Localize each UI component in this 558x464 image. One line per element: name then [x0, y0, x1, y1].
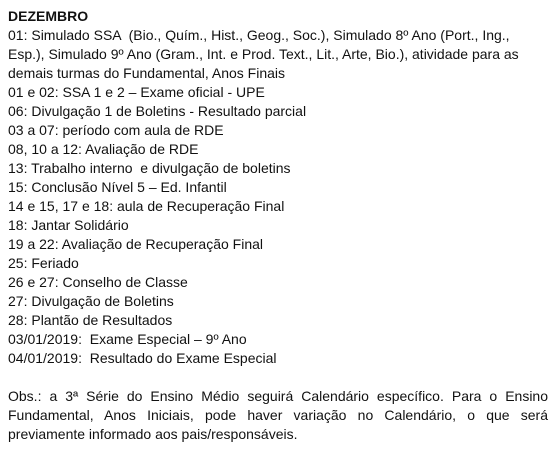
- schedule-line: 26 e 27: Conselho de Classe: [8, 274, 188, 290]
- schedule-line: Esp.), Simulado 9º Ano (Gram., Int. e Prod. Text., Lit., Arte, Bio.), atividade para as: [8, 46, 519, 62]
- observation-line: Obs.: a 3ª Série do Ensino Médio seguirá Calendário específico. Para o Ensino: [8, 388, 548, 404]
- schedule-line: demais turmas do Fundamental, Anos Finais: [8, 65, 286, 81]
- schedule-list: [8, 26, 548, 368]
- observation-line: Fundamental, Anos Iniciais, pode haver variação no Calendário, o que será: [8, 407, 548, 423]
- schedule-line: 08, 10 a 12: Avaliação de RDE: [8, 141, 199, 157]
- schedule-line: 03/01/2019: Exame Especial – 9º Ano: [8, 331, 247, 347]
- month-heading: DEZEMBRO: [8, 8, 89, 24]
- schedule-line: 06: Divulgação 1 de Boletins - Resultado parcial: [8, 103, 307, 119]
- schedule-line: 13: Trabalho interno e divulgação de boletins: [8, 160, 291, 176]
- schedule-line: 14 e 15, 17 e 18: aula de Recuperação Final: [8, 198, 285, 214]
- schedule-line: 27: Divulgação de Boletins: [8, 293, 174, 309]
- observation-line: previamente informado aos pais/responsáveis.: [8, 426, 298, 442]
- schedule-line: 25: Feriado: [8, 255, 79, 271]
- schedule-line: 01 e 02: SSA 1 e 2 – Exame oficial - UPE: [8, 84, 265, 100]
- observation-note: [8, 387, 548, 444]
- schedule-line: 19 a 22: Avaliação de Recuperação Final: [8, 236, 264, 252]
- schedule-line: 15: Conclusão Nível 5 – Ed. Infantil: [8, 179, 227, 195]
- schedule-line: 28: Plantão de Resultados: [8, 312, 173, 328]
- schedule-line: 03 a 07: período com aula de RDE: [8, 122, 224, 138]
- schedule-line: 18: Jantar Solidário: [8, 217, 129, 233]
- schedule-line: 04/01/2019: Resultado do Exame Especial: [8, 350, 277, 366]
- schedule-line: 01: Simulado SSA (Bio., Quím., Hist., Geog., Soc.), Simulado 8º Ano (Port., Ing.,: [8, 27, 510, 43]
